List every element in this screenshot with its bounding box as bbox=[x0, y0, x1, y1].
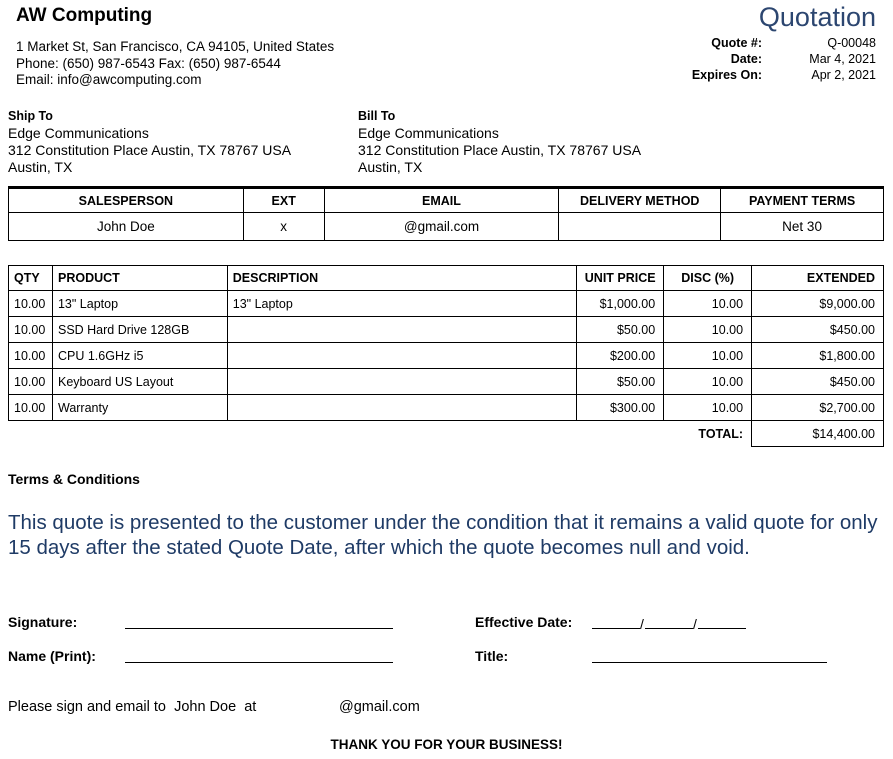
sign-note-name: John Doe bbox=[174, 699, 237, 715]
unit-price-cell: $1,000.00 bbox=[577, 291, 664, 317]
product-cell: CPU 1.6GHz i5 bbox=[52, 343, 227, 369]
terms-text: This quote is presented to the customer under the condition that it remains a valid quote for only 15 days after the stated Quote Date, after which the quote becomes null and void. bbox=[8, 511, 878, 559]
discount-cell: 10.00 bbox=[664, 291, 752, 317]
qty-cell: 10.00 bbox=[9, 395, 53, 421]
quote-expires-value: Apr 2, 2021 bbox=[811, 68, 876, 82]
quote-expires-label: Expires On: bbox=[691, 68, 762, 82]
company-name: AW Computing bbox=[16, 5, 153, 26]
extended-cell: $9,000.00 bbox=[752, 291, 884, 317]
effective-date-day-line[interactable] bbox=[645, 628, 693, 629]
extended-cell: $450.00 bbox=[752, 317, 884, 343]
unit-price-cell: $50.00 bbox=[577, 317, 664, 343]
description-cell bbox=[227, 317, 576, 343]
product-header: PRODUCT bbox=[52, 266, 227, 291]
product-cell: Warranty bbox=[52, 395, 227, 421]
qty-cell: 10.00 bbox=[9, 343, 53, 369]
date-separator: / bbox=[693, 616, 697, 632]
ship-to-name: Edge Communications bbox=[8, 125, 149, 141]
discount-cell: 10.00 bbox=[664, 317, 752, 343]
delivery-method-value bbox=[559, 213, 721, 241]
sales-info-header-row bbox=[9, 188, 884, 213]
quote-meta-labels bbox=[692, 35, 762, 83]
table-row bbox=[9, 291, 884, 317]
bill-to-block bbox=[358, 109, 641, 176]
discount-cell: 10.00 bbox=[664, 369, 752, 395]
title-line[interactable] bbox=[592, 662, 827, 663]
date-separator: / bbox=[640, 616, 644, 632]
qty-cell: 10.00 bbox=[9, 317, 53, 343]
description-cell bbox=[227, 369, 576, 395]
effective-date-label: Effective Date: bbox=[475, 614, 573, 630]
table-row bbox=[9, 369, 884, 395]
product-cell: Keyboard US Layout bbox=[52, 369, 227, 395]
unit-price-cell: $50.00 bbox=[577, 369, 664, 395]
unit-price-cell: $300.00 bbox=[577, 395, 664, 421]
total-row bbox=[9, 421, 884, 447]
quote-number-label: Quote #: bbox=[711, 36, 762, 50]
ship-to-title: Ship To bbox=[8, 109, 53, 123]
payment-terms-value: Net 30 bbox=[721, 213, 884, 241]
ext-value: x bbox=[243, 213, 324, 241]
delivery-method-header: DELIVERY METHOD bbox=[559, 188, 721, 213]
qty-cell: 10.00 bbox=[9, 291, 53, 317]
sales-info-value-row bbox=[9, 213, 884, 241]
document-title: Quotation bbox=[758, 2, 876, 32]
discount-header: DISC (%) bbox=[664, 266, 752, 291]
qty-header: QTY bbox=[9, 266, 53, 291]
extended-header: EXTENDED bbox=[752, 266, 884, 291]
description-header: DESCRIPTION bbox=[227, 266, 576, 291]
description-cell: 13" Laptop bbox=[227, 291, 576, 317]
signature-line[interactable] bbox=[125, 628, 393, 629]
quote-date-value: Mar 4, 2021 bbox=[809, 52, 876, 66]
total-label: TOTAL: bbox=[698, 426, 744, 441]
discount-cell: 10.00 bbox=[664, 343, 752, 369]
thank-you-message: THANK YOU FOR YOUR BUSINESS! bbox=[330, 737, 563, 752]
effective-date-year-line[interactable] bbox=[698, 628, 746, 629]
email-value: @gmail.com bbox=[324, 213, 559, 241]
payment-terms-header: PAYMENT TERMS bbox=[721, 188, 884, 213]
ext-header: EXT bbox=[243, 188, 324, 213]
total-value: $14,400.00 bbox=[752, 421, 884, 447]
quote-date-label: Date: bbox=[730, 52, 762, 66]
table-row bbox=[9, 343, 884, 369]
ship-to-city: Austin, TX bbox=[8, 159, 73, 175]
ship-to-block bbox=[8, 109, 291, 176]
title-label: Title: bbox=[475, 648, 509, 664]
company-email: Email: info@awcomputing.com bbox=[16, 72, 202, 87]
table-row bbox=[9, 317, 884, 343]
table-row bbox=[9, 395, 884, 421]
product-cell: 13" Laptop bbox=[52, 291, 227, 317]
sign-note-email: @gmail.com bbox=[339, 699, 420, 715]
line-items-header-row bbox=[9, 266, 884, 291]
terms-title: Terms & Conditions bbox=[8, 471, 140, 487]
company-address: 1 Market St, San Francisco, CA 94105, United States bbox=[16, 39, 335, 54]
bill-to-street: 312 Constitution Place Austin, TX 78767 USA bbox=[358, 142, 642, 158]
sign-note-prefix: Please sign and email to bbox=[8, 699, 166, 715]
extended-cell: $1,800.00 bbox=[752, 343, 884, 369]
salesperson-value: John Doe bbox=[9, 213, 244, 241]
discount-cell: 10.00 bbox=[664, 395, 752, 421]
effective-date-month-line[interactable] bbox=[592, 628, 640, 629]
sign-note bbox=[8, 699, 420, 715]
email-header: EMAIL bbox=[324, 188, 559, 213]
description-cell bbox=[227, 395, 576, 421]
unit-price-header: UNIT PRICE bbox=[577, 266, 664, 291]
name-print-line[interactable] bbox=[125, 662, 393, 663]
bill-to-city: Austin, TX bbox=[358, 159, 423, 175]
bill-to-name: Edge Communications bbox=[358, 125, 499, 141]
line-items-table bbox=[8, 265, 884, 447]
signature-label: Signature: bbox=[8, 614, 78, 630]
extended-cell: $450.00 bbox=[752, 369, 884, 395]
unit-price-cell: $200.00 bbox=[577, 343, 664, 369]
name-print-label: Name (Print): bbox=[8, 648, 96, 664]
qty-cell: 10.00 bbox=[9, 369, 53, 395]
ship-to-street: 312 Constitution Place Austin, TX 78767 USA bbox=[8, 142, 292, 158]
extended-cell: $2,700.00 bbox=[752, 395, 884, 421]
bill-to-title: Bill To bbox=[358, 109, 396, 123]
quote-number-value: Q-00048 bbox=[827, 36, 876, 50]
company-phone-fax: Phone: (650) 987-6543 Fax: (650) 987-6544 bbox=[16, 56, 281, 71]
description-cell bbox=[227, 343, 576, 369]
sign-note-at: at bbox=[244, 699, 257, 715]
salesperson-header: SALESPERSON bbox=[9, 188, 244, 213]
product-cell: SSD Hard Drive 128GB bbox=[52, 317, 227, 343]
sales-info-table bbox=[8, 186, 884, 241]
quote-meta-values bbox=[809, 35, 876, 83]
